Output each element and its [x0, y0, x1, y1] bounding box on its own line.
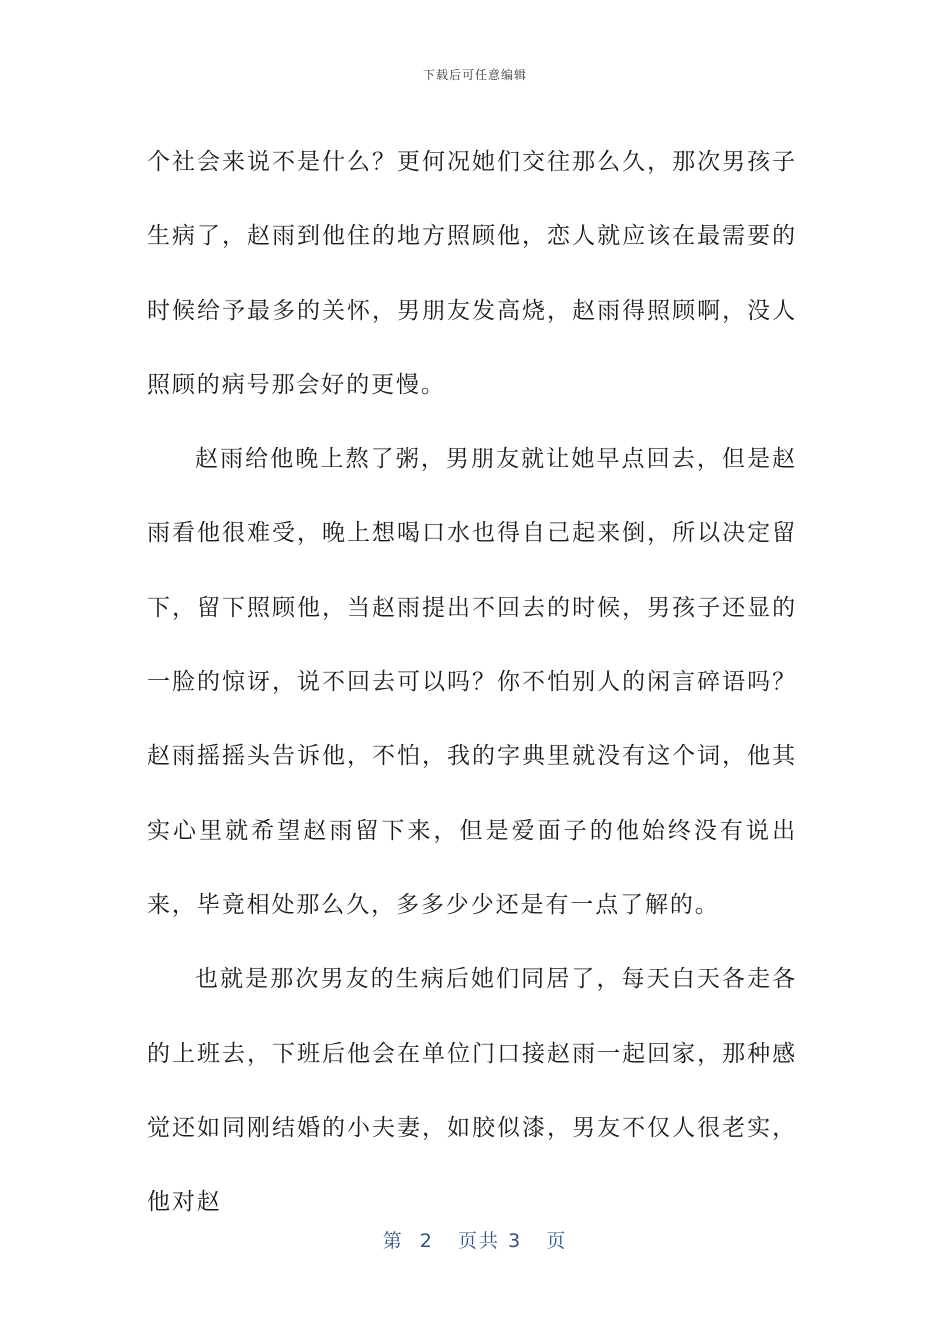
paragraph-3: 也就是那次男友的生病后她们同居了，每天白天各走各的上班去，下班后他会在单位门口接赵雨一起回家，那种感觉还如同刚结婚的小夫妻，如胶似漆，男友不仅人很老实，他对赵 [147, 966, 797, 1216]
paragraph-1: 个社会来说不是什么？更何况她们交往那么久，那次男孩子生病了，赵雨到他住的地方照顾他，恋人就应该在最需要的时候给予最多的关怀，男朋友发高烧，赵雨得照顾啊，没人照顾的病号那会好的更慢。 [147, 149, 797, 398]
footer-label-page: 第 [382, 1230, 404, 1252]
footer-label-end: 页 [546, 1230, 568, 1252]
footer-current-page: 2 [419, 1230, 434, 1252]
page-footer [0, 1226, 950, 1253]
footer-total-pages: 3 [508, 1230, 523, 1252]
footer-label-of: 页共 [458, 1230, 501, 1252]
page-header: 下载后可任意编辑 [422, 68, 527, 82]
document-body [147, 125, 797, 1239]
paragraph-2: 赵雨给他晚上熬了粥，男朋友就让她早点回去，但是赵雨看他很难受，晚上想喝口水也得自己起来倒，所以决定留下，留下照顾他，当赵雨提出不回去的时候，男孩子还显的一脸的惊讶，说不回去可以吗？你不怕别人的闲言碎语吗？赵雨摇摇头告诉他，不怕，我的字典里就没有这个词，他其实心里就希望赵雨留下来，但是爱面子的他始终没有说出来，毕竟相处那么久，多多少少还是有一点了解的。 [147, 446, 797, 918]
